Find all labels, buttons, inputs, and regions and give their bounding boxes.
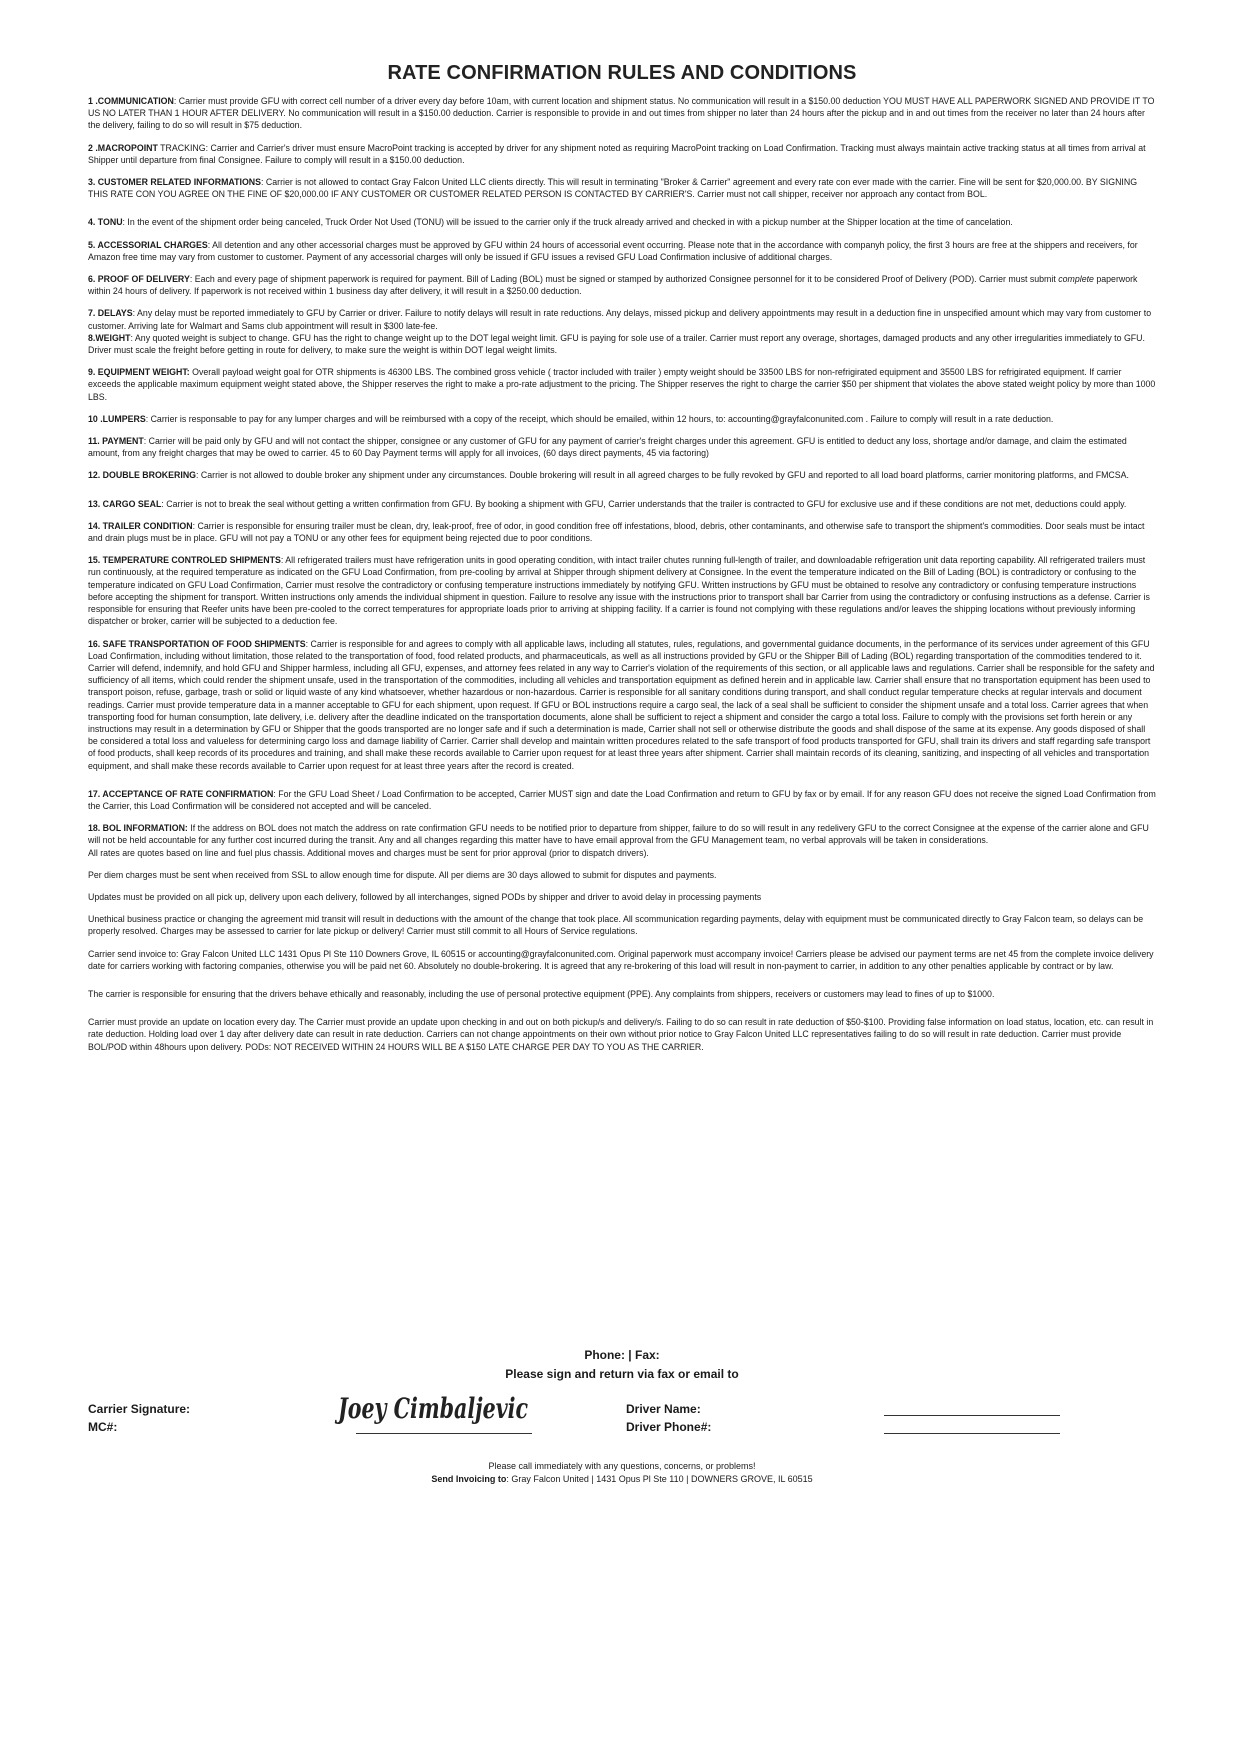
rule-text: : Carrier must provide GFU with correct cell number of a driver every day before 10am, with current location and shipment status. No communication will result in a $150.00 deduction YOU MUST HAVE ALL PAPERWORK SIGNED AND PROVIDE IT TO US NO LATER THAN 1 HOUR AFTER DELIVERY. No communication will result in a $150.00 deduction. Carrier is responsible to provide in and out times from shipper no later than 24 hours after the pickup and in and out times from the receiver no later than 24 hours after the delivery, failing to do so will result in $75 deduction.	[88, 96, 1155, 131]
rule-text: : Carrier will be paid only by GFU and will not contact the shipper, consignee or any customer of GFU for any payment of carrier's freight charges under this agreement. GFU is entitled to deduct any loss, shortage and/or damage, and claim the estimated amount, from any freight charges that may be owed to carrier. 45 to 60 Day Payment terms will apply for all invoices, (60 days direct payments, 45 via factoring)	[88, 436, 1127, 459]
rules-list	[88, 95, 1156, 1053]
driver-name-label: Driver Name:	[626, 1402, 701, 1416]
rule-heading: 3. CUSTOMER RELATED INFORMATIONS	[88, 177, 262, 188]
rule-text: : Carrier is responsable to pay for any lumper charges and will be reimbursed with a copy of the receipt, which should be emailed, within 12 hours, to: accounting@grayfalconunited.com . Failure to comply will result in a rate deduction.	[145, 413, 1054, 424]
rule-item	[88, 638, 1156, 772]
mc-label: MC#:	[88, 1420, 118, 1434]
rule-item	[88, 176, 1156, 200]
rule-heading: 15. TEMPERATURE CONTROLED SHIPMENTS	[88, 555, 281, 566]
rule-item	[88, 142, 1156, 166]
rule-item	[88, 788, 1156, 812]
rule-item	[88, 366, 1156, 403]
rule-text-italic: complete	[1058, 274, 1094, 285]
rule-heading: 1 .COMMUNICATION	[88, 96, 174, 106]
contact-sign-return: Please sign and return via fax or email to	[505, 1367, 739, 1381]
footer	[88, 1460, 1156, 1486]
rule-text: If the address on BOL does not match the address on rate confirmation GFU needs to be notified prior to departure from shipper, failure to do so will result in any redelivery GFU to the correct Consignee at the expense of the carrier alone and GFU will not be held accountable for any further cost incurred during the transit. Any and all changes regarding this matter have to have email approval from the GFU Management team, no verbal approvals will be taken in considerations.	[88, 823, 1149, 846]
rule-text: : All refrigerated trailers must have refrigeration units in good operating condition, with intact trailer chutes running full-length of trailer, and downloadable refrigeration unit data reporting capability. All refrigerated trailers must run continuously, at the required temperature as indicated on the GFU Load Confirmation, from pre-cooling by arrival at Shipper through shipment delivery at Consignee. In the event the temperature indicated on the Bill of Lading (BOL) is contradictory or confusing to the temperature indicated on GFU Load Confirmation, Carrier must resolve the contradictory or confusing temperature instructions immediately by notifying GFU. Written instructions by GFU must be obtained to resolve any contradictory or confusing temperature instructions before accepting the shipment for transport. Written instructions only amends the individual shipment in question. Failure to resolve any issue with the instructions prior to transport shall bar Carrier from using the contradictory or confusing instructions as a defense. Carrier is responsible for ensuring that Reefer units have been pre-cooled to the correct temperatures for appropriate loads prior to arriving at shipping facility. If a carrier is found not complying with these regulations and/or leaves the shipping locations without previously informing dispatcher or broker, carrier will be subjected to a deduction fee.	[88, 555, 1150, 627]
rule-heading: 2 .MACROPOINT	[88, 142, 158, 153]
rule-heading: 16. SAFE TRANSPORTATION OF FOOD SHIPMENTS	[88, 638, 306, 649]
terms-paragraph: Carrier send invoice to: Gray Falcon United LLC 1431 Opus Pl Ste 110 Downers Grove, IL 60515 or accounting@grayfalconunited.com. Original paperwork must accompany invoice! Carriers please be advised our payment terms are net 45 from the complete invoice delivery date for carriers working with factoring companies, otherwise you will be paid net 60. Absolutely no double-brokering. It is agreed that any re-brokering of this load will result in non-payment to carrier, in addition to any other penalties applicable by contract or by law.	[88, 948, 1154, 971]
rule-heading: 14. TRAILER CONDITION	[88, 520, 193, 531]
mc-line	[356, 1432, 532, 1434]
signature-text: Joey Cimbaljevic	[334, 1392, 528, 1425]
driver-name-line	[884, 1414, 1060, 1416]
rule-item	[88, 216, 1156, 228]
rule-heading: 17. ACCEPTANCE OF RATE CONFIRMATION	[88, 788, 274, 799]
page-title: RATE CONFIRMATION RULES AND CONDITIONS	[387, 62, 857, 84]
terms-paragraph: All rates are quotes based on line and fuel plus chassis. Additional moves and charges must be sent for prior approval (prior to dispatch drivers).	[88, 847, 649, 858]
terms-paragraph: Unethical business practice or changing the agreement mid transit will result in deductions with the amount of the change that took place. All scommunication regarding payments, delay with equipment must be communicated directly to Gray Falcon team, so delays can be properly resolved. Charges may be assessed to carrier for late pickup or delivery! Carrier must still commit to all Hours of Service regulations.	[88, 914, 1144, 937]
rule-item	[88, 307, 1156, 331]
rule-text: : In the event of the shipment order being canceled, Truck Order Not Used (TONU) will be issued to the carrier only if the truck already arrived and checked in with a pickup number at the Shipper location at the time of cancelation.	[122, 217, 1013, 228]
carrier-signature-image	[334, 1388, 534, 1430]
signature-block	[88, 1392, 1156, 1438]
rule-text: : Any quoted weight is subject to change. GFU has the right to change weight up to the DOT legal weight limit. GFU is paying for sole use of a trailer. Carrier must report any overage, shortages, damaged products and any other irregularities immediately to GFU. Driver must scale the freight before getting in route for delivery, to make sure the weight is within DOT legal weight limits.	[88, 332, 1145, 356]
terms-paragraph: The carrier is responsible for ensuring that the drivers behave ethically and reasonably, including the use of personal protective equipment (PPE). Any complaints from shippers, receivers or customers may lead to fines of up to $1000.	[88, 988, 995, 999]
rule-text: TRACKING: Carrier and Carrier's driver must ensure MacroPoint tracking is accepted by driver for any shipment noted as requiring MacroPoint tracking on Load Confirmation. Tracking must always maintain active tracking status at all times from arrival at Shipper until departure from final Consignee. Failure to comply will result in a $150.00 deduction.	[88, 142, 1146, 165]
rule-heading: 8.WEIGHT	[88, 332, 131, 343]
rule-text: : Any delay must be reported immediately to GFU by Carrier or driver. Failure to notify delays will result in rate reductions. Any delays, missed pickup and delivery appointments may result in a deduction fine in unspecified amount which may vary from customer to customer. Arriving late for Walmart and Sams club appointment will result in $300 late-fee.	[88, 308, 1152, 331]
rule-heading: 9. EQUIPMENT WEIGHT:	[88, 367, 190, 378]
rule-item	[88, 435, 1156, 459]
rule-heading: 4. TONU	[88, 217, 123, 228]
rule-heading: 5. ACCESSORIAL CHARGES	[88, 239, 208, 250]
rule-text: : Carrier is not allowed to double broker any shipment under any circumstances. Double brokering will result in all agreed charges to be fully revoked by GFU and reported to all load board platforms, carrier monitoring platforms, and FMCSA.	[196, 470, 1129, 481]
rule-text: : Carrier is not allowed to contact Gray Falcon United LLC clients directly. This will result in terminating "Broker & Carrier" agreement and every rate con ever made with the carrier. Fine will be sent for $20,000.00. BY SIGNING THIS RATE CON YOU AGREE ON THE FINE OF $20,000.00 IF ANY CUSTOMER OR CUSTOMER RELATED PERSON IS CONTACTED BY CARRIER'S. Carrier must not call shipper, receiver nor approach any contact from BOL.	[88, 177, 1138, 200]
rule-item	[88, 95, 1156, 132]
rule-text: : Carrier is responsible for and agrees to comply with all applicable laws, including all statutes, rules, regulations, and governmental guidance documents, in the performance of its services under agreement of this GFU Load Confirmation, including without limitation, those related to the transportation of food, food related products, and pharmaceuticals, as well as all instructions provided by GFU or the Shipper Bill of Lading (BOL) regarding transportation of the commodities tendered to it. Carrier will defend, indemnify, and hold GFU and Shipper harmless, including all GFU, expenses, and attorney fees related in any way to Carrier's violation of the requirements of this section, or all applicable laws and regulations. Carrier shall be responsible for the safety and sufficiency of all items, which could render the shipment unsafe, used in the transportation of the commodities, including all vehicles and transportation equipment as defined herein and in applicable law. Carrier shall ensure that no transportation equipment has been used to transport poison, refuse, garbage, trash or solid or liquid waste of any kind whatsoever, whether hazardous or non-hazardous. Carrier is responsible for all sanitary conditions during transport, and shall conduct regular temperature checks at regular intervals and document readings. Carrier must provide temperature data in a manner acceptable to GFU for each shipment, upon request. If GFU or BOL instructions require a cargo seal, the lack of a seal shall be sufficient to consider the shipment unsafe and a total loss. Carrier agrees that when transporting food for human consumption, late delivery, i.e. delivery after the deadline indicated on the transportation documents, alone shall be sufficient to reject a shipment and consider the cargo a total loss. Failure to comply with the provisions set forth herein or any instructions may result in a determination by GFU or Shipper that the goods transported are no longer safe and if such a determination is made, Carrier shall not sell or otherwise distribute the goods and shall dispose of the same at its expense. Any goods disposed of shall be considered a total loss and valueless for determining cargo loss and damage liability of Carrier. Carrier shall develop and maintain written procedures related to the safe transport of food products transported for GFU, shall train its drivers and staff regarding safe transport of food products, shall keep records of its procedures and training, and shall make these records available to Carrier upon request for at least three years after shipment. Carrier shall maintain records of its cleaning, sanitizing, and inspecting of all vehicles and transportation equipment, and shall make these records available to Carrier upon request for at least three years after the record is created.	[88, 638, 1155, 771]
rule-item	[88, 332, 1156, 356]
footer-invoicing-line	[88, 1473, 1156, 1486]
rule-text: : For the GFU Load Sheet / Load Confirmation to be accepted, Carrier MUST sign and date the Load Confirmation and return to GFU by fax or by email. If for any reason GFU does not receive the signed Load Confirmation from the Carrier, this Load Confirmation will be considered not accepted and will be canceled.	[88, 788, 1156, 811]
rule-item	[88, 273, 1156, 297]
terms-paragraph: Updates must be provided on all pick up, delivery upon each delivery, followed by all interchanges, signed PODs by shipper and driver to avoid delay in processing payments	[88, 891, 762, 902]
rule-item	[88, 498, 1156, 510]
rule-text: : Carrier is responsible for ensuring trailer must be clean, dry, leak-proof, free of odor, in good condition free off infestations, blood, debris, other contaminants, and otherwise safe to transport the shipment's commodities. Door seals must be intact and drain plugs must be in place. GFU will not pay a TONU or any other fees for equipment being rejected due to poor conditions.	[88, 520, 1145, 544]
contact-phone-fax: Phone: | Fax:	[584, 1348, 660, 1362]
rule-heading: 12. DOUBLE BROKERING	[88, 470, 197, 481]
rule-heading: 7. DELAYS	[88, 308, 133, 319]
rule-item	[88, 469, 1156, 481]
rule-item	[88, 554, 1156, 627]
rule-heading: 10 .LUMPERS	[88, 413, 146, 424]
terms-paragraph: Per diem charges must be sent when received from SSL to allow enough time for dispute. All per diems are 30 days allowed to submit for disputes and payments.	[88, 869, 717, 880]
rule-text: : All detention and any other accessorial charges must be approved by GFU within 24 hours of accessorial event occurring. Please note that in the accordance with companyh policy, the first 3 hours are free at the shippers and receivers, for Amazon free time may vary from customer to customer. Payment of any accessorial charges will only be issued if GFU issues a revised GFU Load Confirmation inclusive of additional charges.	[88, 239, 1138, 262]
terms-paragraph: Carrier must provide an update on location every day. The Carrier must provide an update upon checking in and out on both pickup/s and delivery/s. Failing to do so can result in rate deduction of $50-$100. Providing false information on load status, location, etc. can result in rate deduction. Holding load over 1 day after delivery date can result in rate deduction. Carriers can not change appointments on their own without prior notice to Gray Falcon United LLC representatives failing to do so will result in rate deduction. Carrier must provide BOL/POD within 48hours upon delivery. PODs: NOT RECEIVED WITHIN 24 HOURS WILL BE A $150 LATE CHARGE PER DAY TO YOU AS THE CARRIER.	[88, 1017, 1154, 1052]
rule-item	[88, 239, 1156, 263]
rule-text: Overall payload weight goal for OTR shipments is 46300 LBS. The combined gross vehicle ( tractor included with trailer ) empty weight should be 33500 LBS for non-refrigirated equipment and 35500 LBS for refrigirated equipment. If carrier exceeds the applicable maximum equipment weight stated above, the Shipper reserves the right to make a pro-rate adjustment to the pricing. The Shipper reserves the right to charge the carrier $50 per shipment that violates the above stated weight policy by more than 1000 LBS.	[88, 367, 1156, 402]
rule-heading: 13. CARGO SEAL	[88, 498, 162, 509]
rule-item	[88, 413, 1156, 425]
driver-phone-line	[884, 1432, 1060, 1434]
footer-invoicing-text: : Gray Falcon United | 1431 Opus Pl Ste 110 | DOWNERS GROVE, IL 60515	[506, 1474, 813, 1484]
rate-confirmation-page	[88, 58, 1156, 1063]
rule-heading: 18. BOL INFORMATION:	[88, 823, 188, 834]
rule-text-continued: paperwork within 24 hours of delivery. If paperwork is not received within 1 business day after delivery, it will result in a $250.00 deduction.	[88, 274, 1138, 297]
rule-text: : Each and every page of shipment paperwork is required for payment. Bill of Lading (BOL) must be signed or stamped by authorized Consignee personnel for it to be considered Proof of Delivery (POD). Carrier must submit	[189, 274, 1059, 285]
rule-heading: 11. PAYMENT	[88, 436, 144, 447]
footer-invoicing-label: Send Invoicing to	[431, 1474, 507, 1484]
driver-phone-label: Driver Phone#:	[626, 1420, 712, 1434]
rule-text: : Carrier is not to break the seal without getting a written confirmation from GFU. By booking a shipment with GFU, Carrier understands that the trailer is contracted to GFU for exclusive use and if these conditions are not met, deductions could apply.	[161, 498, 1127, 509]
rule-heading: 6. PROOF OF DELIVERY	[88, 274, 190, 285]
rule-item	[88, 822, 1156, 846]
footer-contact-line: Please call immediately with any questions, concerns, or problems!	[488, 1461, 756, 1471]
rule-item	[88, 520, 1156, 544]
carrier-signature-label: Carrier Signature:	[88, 1402, 191, 1416]
